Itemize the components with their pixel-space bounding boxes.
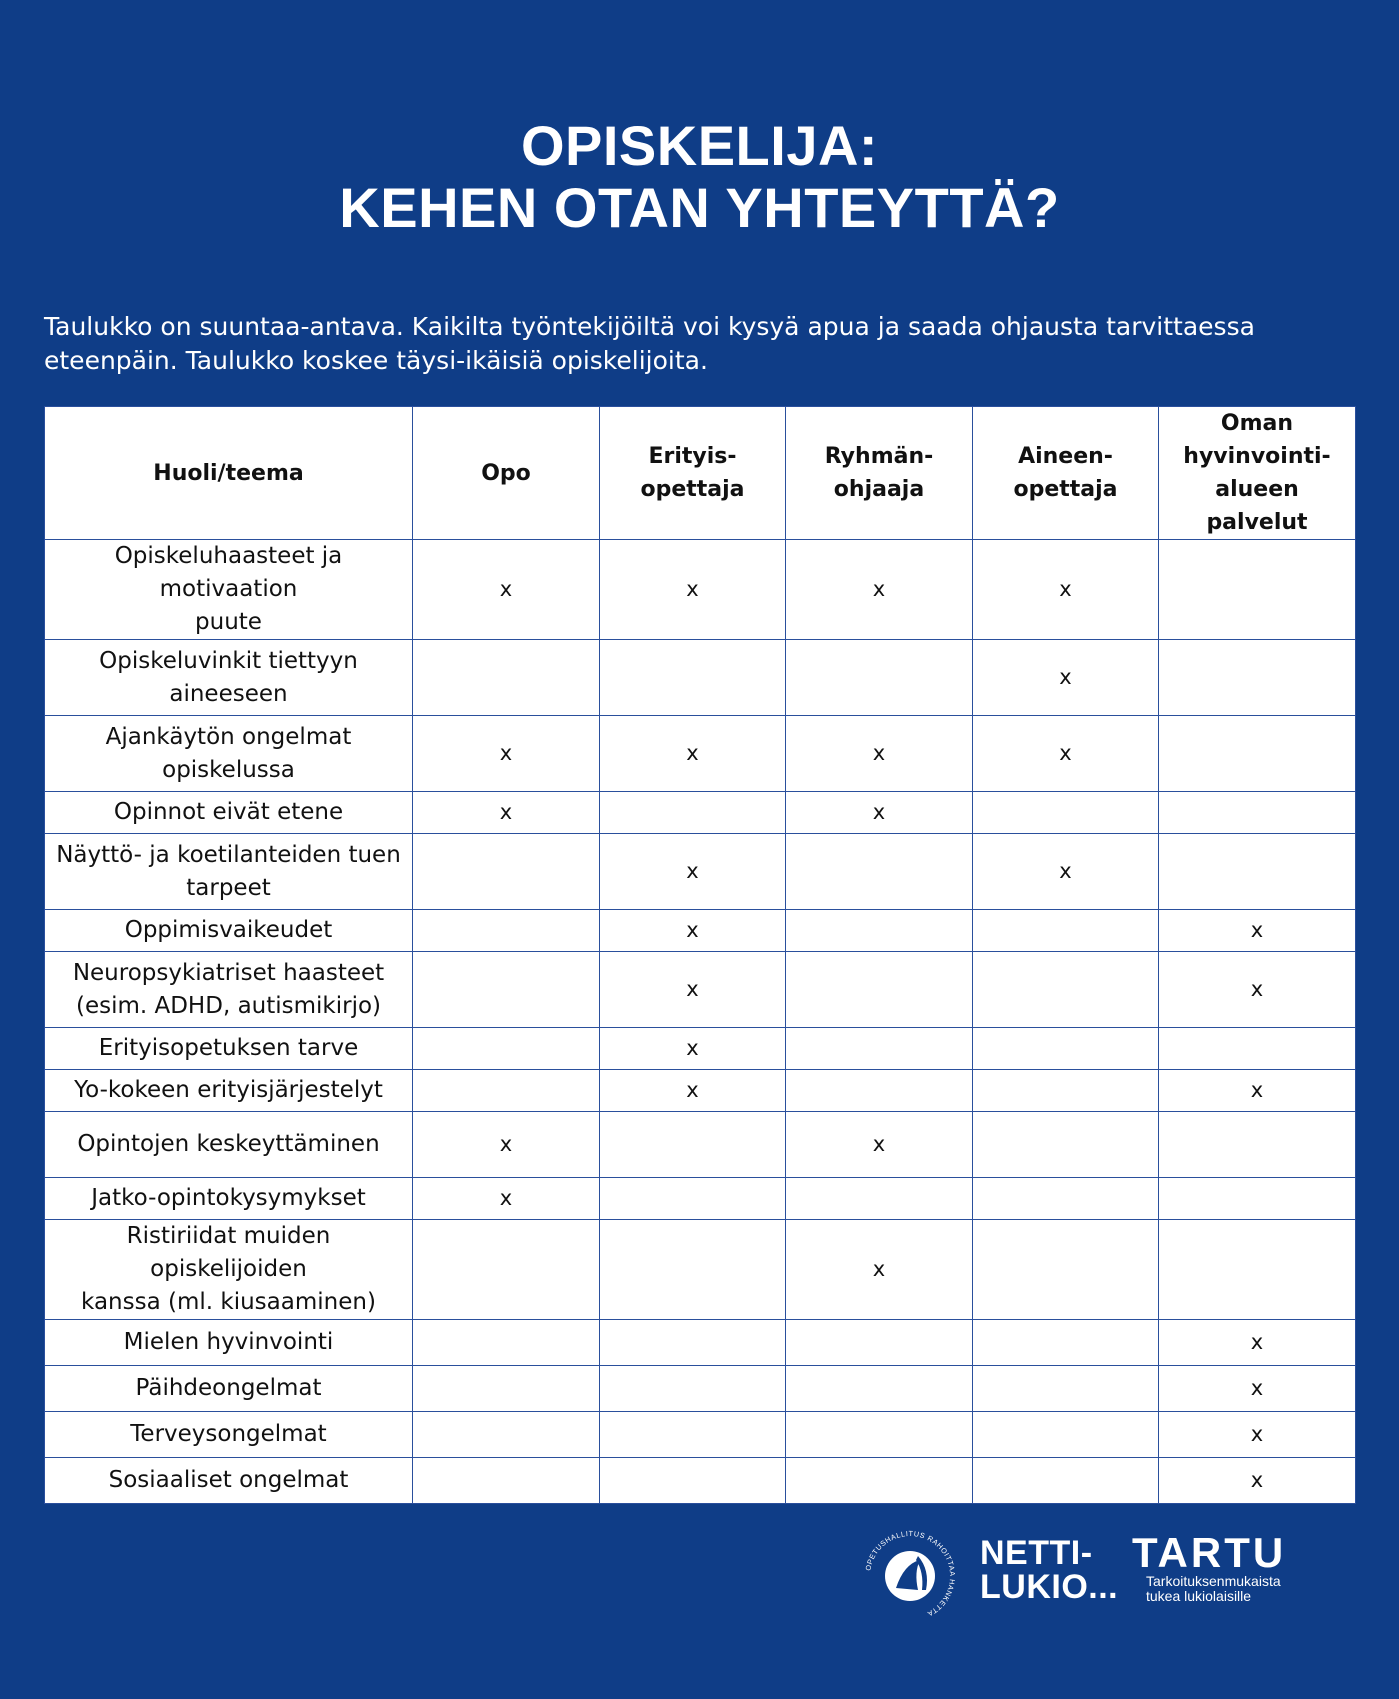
mark-cell (973, 1112, 1159, 1178)
column-header-5 (1159, 407, 1356, 540)
mark-cell (786, 910, 973, 952)
mark-cell (786, 1320, 973, 1366)
mark-cell (1159, 1178, 1356, 1220)
topic-line: (esim. ADHD, autismikirjo) (75, 992, 382, 1019)
mark-cell: x (786, 1112, 973, 1178)
mark-cell (1159, 1028, 1356, 1070)
mark-cell: x (786, 540, 973, 640)
column-header-line: hyvinvointi- (1183, 444, 1331, 469)
topic-cell (45, 792, 413, 834)
topic-cell (45, 1412, 413, 1458)
topic-line: Erityisopetuksen tarve (98, 1035, 359, 1061)
mark-cell: x (600, 1028, 786, 1070)
column-header-line: opettaja (640, 477, 745, 502)
column-header-line: Huoli/teema (153, 460, 304, 486)
tartu-tagline-line-2: tukea lukiolaisille (1146, 1588, 1252, 1604)
mark-cell (1159, 640, 1356, 716)
topic-cell (45, 1366, 413, 1412)
mark-cell: x (973, 640, 1159, 716)
mark-cell: x (600, 910, 786, 952)
topic-line: Oppimisvaikeudet (124, 917, 333, 943)
topic-line: Opintojen keskeyttäminen (77, 1131, 380, 1157)
mark-cell (786, 1412, 973, 1458)
mark-cell: x (973, 834, 1159, 910)
table-row (45, 540, 1356, 640)
tartu-tagline (1146, 1574, 1281, 1604)
mark-cell (1159, 834, 1356, 910)
topic-line: kanssa (ml. kiusaaminen) (81, 1289, 376, 1315)
topic-line: Opiskeluvinkit tiettyyn (99, 647, 358, 674)
mark-cell (600, 792, 786, 834)
intro-line-2: eteenpäin. Taulukko koskee täysi-ikäisiä opiskelijoita. (44, 346, 708, 375)
mark-cell (413, 1366, 600, 1412)
mark-cell (413, 1412, 600, 1458)
topic-cell (45, 952, 413, 1028)
topic-line: aineeseen (169, 680, 288, 707)
mark-cell (786, 1028, 973, 1070)
mark-cell (600, 1112, 786, 1178)
mark-cell: x (786, 716, 973, 792)
mark-cell: x (973, 716, 1159, 792)
mark-cell (973, 952, 1159, 1028)
topic-cell (45, 1178, 413, 1220)
topic-cell (45, 640, 413, 716)
nettilukio-logo (980, 1536, 1118, 1604)
intro-text (44, 310, 1364, 378)
topic-cell (45, 1112, 413, 1178)
table-body (45, 540, 1356, 1504)
mark-cell: x (600, 952, 786, 1028)
mark-cell (786, 1458, 973, 1504)
mark-cell: x (413, 1112, 600, 1178)
topic-line: Terveysongelmat (130, 1421, 327, 1447)
mark-cell (413, 1320, 600, 1366)
column-header-0 (45, 407, 413, 540)
table-row (45, 1178, 1356, 1220)
column-header-2 (600, 407, 786, 540)
mark-cell (413, 834, 600, 910)
mark-cell: x (1159, 1458, 1356, 1504)
column-header-line: Opo (481, 460, 531, 486)
mark-cell: x (413, 716, 600, 792)
topic-cell (45, 1320, 413, 1366)
column-header-3 (786, 407, 973, 540)
title-line-1: OPISKELIJA: (520, 114, 879, 177)
mark-cell (786, 640, 973, 716)
mark-cell: x (600, 834, 786, 910)
mark-cell: x (413, 540, 600, 640)
table-row (45, 1028, 1356, 1070)
title-line-2: KEHEN OTAN YHTEYTTÄ? (339, 176, 1060, 239)
intro-line-1: Taulukko on suuntaa-antava. Kaikilta työntekijöiltä voi kysyä apua ja saada ohjausta tarvittaessa (44, 312, 1255, 341)
mark-cell (1159, 792, 1356, 834)
mark-cell (786, 834, 973, 910)
mark-cell: x (1159, 1320, 1356, 1366)
table-row (45, 952, 1356, 1028)
mark-cell (786, 1070, 973, 1112)
table-row (45, 834, 1356, 910)
topic-cell (45, 540, 413, 640)
topic-line: Neuropsykiatriset haasteet (72, 959, 385, 986)
mark-cell (600, 640, 786, 716)
table-row (45, 640, 1356, 716)
topic-line: tarpeet (186, 874, 271, 901)
mark-cell: x (1159, 910, 1356, 952)
topic-line: Yo-kokeen erityisjärjestelyt (74, 1077, 383, 1103)
mark-cell (600, 1320, 786, 1366)
topic-line: Ristiriidat muiden opiskelijoiden (126, 1223, 331, 1282)
footer-logos (860, 1520, 1320, 1630)
table-row (45, 1320, 1356, 1366)
mark-cell: x (413, 1178, 600, 1220)
mark-cell (973, 1366, 1159, 1412)
mark-cell (973, 1220, 1159, 1320)
topic-line: Jatko-opintokysymykset (91, 1185, 366, 1211)
mark-cell (1159, 1112, 1356, 1178)
topic-cell (45, 716, 413, 792)
table-row (45, 910, 1356, 952)
column-header-line: ohjaaja (833, 477, 925, 502)
opetushallitus-seal-icon (860, 1526, 960, 1626)
mark-cell: x (600, 1070, 786, 1112)
topic-cell (45, 1070, 413, 1112)
mark-cell (973, 1412, 1159, 1458)
table-row (45, 1458, 1356, 1504)
mark-cell (413, 640, 600, 716)
topic-cell (45, 834, 413, 910)
column-header-line: Erityis- (648, 444, 737, 469)
topic-line: Opiskeluhaasteet ja motivaation (114, 543, 343, 602)
nettilukio-line-1: NETTI- (980, 1534, 1093, 1572)
mark-cell (413, 1458, 600, 1504)
mark-cell: x (1159, 1070, 1356, 1112)
mark-cell: x (600, 716, 786, 792)
column-header-line: Oman (1220, 411, 1294, 436)
topic-line: Opinnot eivät etene (113, 799, 344, 825)
topic-line: Ajankäytön ongelmat (105, 723, 352, 750)
column-header-line: Ryhmän- (824, 444, 934, 469)
mark-cell (973, 1178, 1159, 1220)
column-header-line: Aineen- (1018, 444, 1113, 469)
mark-cell (973, 1070, 1159, 1112)
table-row (45, 716, 1356, 792)
nettilukio-line-2: LUKIO... (980, 1568, 1119, 1606)
table-row (45, 1412, 1356, 1458)
mark-cell: x (973, 540, 1159, 640)
topic-cell (45, 1028, 413, 1070)
mark-cell (973, 1028, 1159, 1070)
mark-cell (413, 1070, 600, 1112)
mark-cell: x (413, 792, 600, 834)
mark-cell (1159, 540, 1356, 640)
mark-cell (600, 1458, 786, 1504)
mark-cell: x (1159, 1412, 1356, 1458)
topic-cell (45, 1458, 413, 1504)
mark-cell (413, 910, 600, 952)
topic-line: Päihdeongelmat (135, 1375, 322, 1401)
topic-cell (45, 910, 413, 952)
topic-line: opiskelussa (162, 756, 295, 783)
mark-cell (600, 1412, 786, 1458)
tartu-tagline-line-1: Tarkoituksenmukaista (1146, 1573, 1281, 1589)
mark-cell (973, 1458, 1159, 1504)
topic-line: puute (195, 609, 262, 635)
topic-line: Mielen hyvinvointi (123, 1329, 334, 1355)
mark-cell: x (1159, 1366, 1356, 1412)
mark-cell (600, 1220, 786, 1320)
mark-cell (600, 1366, 786, 1412)
table-row (45, 1070, 1356, 1112)
table-row (45, 1366, 1356, 1412)
mark-cell (973, 1320, 1159, 1366)
seal-text: OPETUSHALLITUS RAHOITTAA HANKETTA (863, 1528, 958, 1619)
column-header-line: opettaja (1013, 477, 1118, 502)
table-row (45, 792, 1356, 834)
mark-cell (1159, 716, 1356, 792)
mark-cell (973, 792, 1159, 834)
column-header-4 (973, 407, 1159, 540)
table-header-row (45, 407, 1356, 540)
mark-cell: x (600, 540, 786, 640)
mark-cell (1159, 1220, 1356, 1320)
mark-cell (413, 1220, 600, 1320)
column-header-1 (413, 407, 600, 540)
table-row (45, 1220, 1356, 1320)
topic-cell (45, 1220, 413, 1320)
mark-cell (413, 1028, 600, 1070)
mark-cell: x (1159, 952, 1356, 1028)
mark-cell (786, 952, 973, 1028)
column-header-line: alueen palvelut (1206, 477, 1308, 535)
mark-cell (600, 1178, 786, 1220)
table-row (45, 1112, 1356, 1178)
topic-line: Sosiaaliset ongelmat (108, 1467, 349, 1493)
contact-table (44, 406, 1356, 1504)
mark-cell: x (786, 792, 973, 834)
tartu-logo: TARTU (1132, 1529, 1287, 1576)
topic-line: Näyttö- ja koetilanteiden tuen (56, 841, 401, 868)
page-title (0, 115, 1399, 239)
mark-cell (786, 1178, 973, 1220)
mark-cell (413, 952, 600, 1028)
mark-cell (973, 910, 1159, 952)
mark-cell (786, 1366, 973, 1412)
mark-cell: x (786, 1220, 973, 1320)
